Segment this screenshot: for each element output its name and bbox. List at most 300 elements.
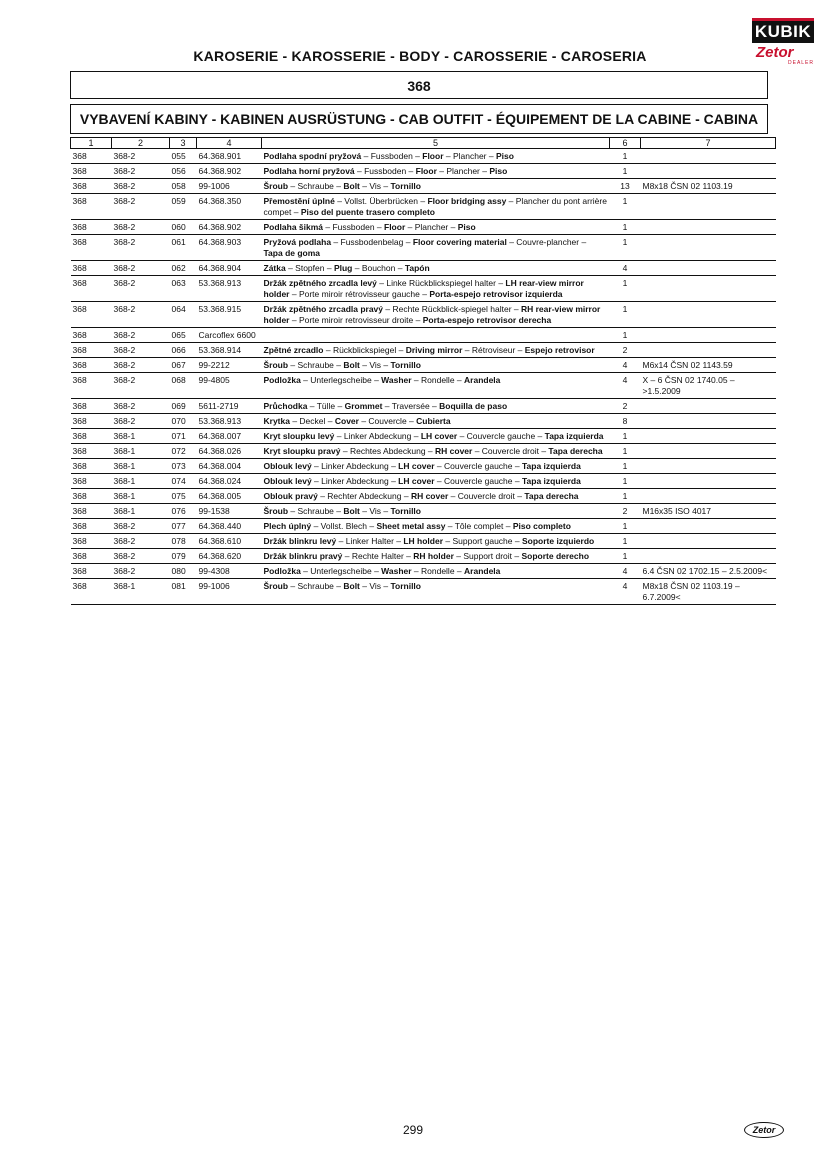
position-cell: 072 [170,444,197,459]
table-row [71,579,776,605]
description-en: Washer [381,566,412,576]
table-row [71,489,776,504]
description-es: Piso [489,166,508,176]
description-cz: Oblouk pravý [263,491,318,501]
table-row [71,474,776,489]
subgroup-cell: 368-1 [112,579,170,605]
table-row [71,399,776,414]
table-row [71,343,776,358]
position-cell: 056 [170,164,197,179]
part-number-cell: 64.368.902 [197,220,262,235]
description-en: Floor covering material [412,237,507,247]
description-es: Porta-espejo retrovisor izquierda [429,289,563,299]
subgroup-cell: 368-2 [112,399,170,414]
description-en: Bolt [343,181,360,191]
description-cz: Oblouk levý [263,476,312,486]
note-cell [641,519,776,534]
table-row [71,194,776,220]
description-cell: Šroub – Schraube – Bolt – Vis – Tornillo [262,579,610,605]
position-cell: 061 [170,235,197,261]
description-cell: Oblouk pravý – Rechter Abdeckung – RH cover – Couvercle droit – Tapa derecha [262,489,610,504]
description-de: Unterlegscheibe [310,375,372,385]
part-number-cell: 64.368.904 [197,261,262,276]
description-cell: Šroub – Schraube – Bolt – Vis – Tornillo [262,504,610,519]
position-cell: 080 [170,564,197,579]
column-header: 3 [170,138,197,149]
part-number-cell: 99-1006 [197,179,262,194]
part-number-cell: 64.368.902 [197,164,262,179]
quantity-cell: 4 [610,261,641,276]
table-row [71,179,776,194]
table-row [71,235,776,261]
part-number-cell: 64.368.610 [197,534,262,549]
description-cell: Oblouk levý – Linker Abdeckung – LH cover – Couvercle gauche – Tapa izquierda [262,474,610,489]
description-fr: Vis [369,506,381,516]
quantity-cell: 1 [610,489,641,504]
description-fr: Support droit [463,551,513,561]
part-number-cell: 64.368.440 [197,519,262,534]
note-cell: X – 6 ČSN 02 1740.05 – >1.5.2009 [641,373,776,399]
note-cell: M6x14 ČSN 02 1143.59 [641,358,776,373]
table-row [71,504,776,519]
position-cell: 078 [170,534,197,549]
description-en: LH cover [398,461,435,471]
description-de: Linker Halter [345,536,394,546]
subgroup-cell: 368-2 [112,220,170,235]
subgroup-cell: 368-2 [112,261,170,276]
description-de: Schraube [297,581,334,591]
page-title: KAROSERIE - KAROSSERIE - BODY - CAROSSERIE - CAROSERIA [193,48,647,64]
description-en: LH cover [398,476,435,486]
description-fr: Rétroviseur [471,345,516,355]
description-de: Deckel [299,416,326,426]
description-en: Washer [381,375,412,385]
quantity-cell: 4 [610,564,641,579]
description-de: Tülle [316,401,336,411]
description-cell: Kryt sloupku pravý – Rechtes Abdeckung – RH cover – Couvercle droit – Tapa derecha [262,444,610,459]
position-cell: 068 [170,373,197,399]
group-cell: 368 [71,358,112,373]
description-fr: Couvercle gauche [444,461,513,471]
description-cell: Plech úplný – Vollst. Blech – Sheet metal assy – Tôle complet – Piso completo [262,519,610,534]
description-cz: Krytka [263,416,290,426]
note-cell [641,149,776,164]
position-cell: 074 [170,474,197,489]
note-cell [641,444,776,459]
description-es: Tapa izquierda [521,476,581,486]
note-cell [641,343,776,358]
column-header: 4 [197,138,262,149]
quantity-cell: 4 [610,579,641,605]
description-en: RH holder [413,551,454,561]
quantity-cell: 1 [610,194,641,220]
part-number-cell: 64.368.004 [197,459,262,474]
description-es: Tornillo [390,181,421,191]
group-cell: 368 [71,373,112,399]
table-row [71,164,776,179]
part-number-cell: 64.368.350 [197,194,262,220]
description-cell: Průchodka – Tülle – Grommet – Traversée – Boquilla de paso [262,399,610,414]
description-de: Schraube [297,506,334,516]
table-row [71,534,776,549]
note-cell [641,534,776,549]
part-number-cell: 53.368.913 [197,276,262,302]
description-de: Stopfen [295,263,325,273]
note-cell: 6.4 ČSN 02 1702.15 – 2.5.2009< [641,564,776,579]
note-cell [641,328,776,343]
description-es: Tapa de goma [263,248,321,258]
quantity-cell: 1 [610,235,641,261]
description-en: Floor bridging assy [427,196,507,206]
description-cz: Průchodka [263,401,308,411]
description-en: RH cover [435,446,473,456]
description-cell: Kryt sloupku levý – Linker Abdeckung – LH cover – Couvercle gauche – Tapa izquierda [262,429,610,444]
description-de: Schraube [297,181,334,191]
note-cell [641,489,776,504]
subgroup-cell: 368-2 [112,519,170,534]
subgroup-cell: 368-2 [112,414,170,429]
description-en: Grommet [344,401,383,411]
table-row [71,149,776,164]
group-cell: 368 [71,343,112,358]
description-fr: Plancher [446,166,480,176]
description-es: Tornillo [390,581,421,591]
position-cell: 067 [170,358,197,373]
description-en: Bolt [343,360,360,370]
description-es: Tapa derecha [548,446,603,456]
part-number-cell: 53.368.914 [197,343,262,358]
description-es: Tapón [404,263,430,273]
note-cell: M16x35 ISO 4017 [641,504,776,519]
note-cell [641,429,776,444]
description-de: Fussboden [370,151,413,161]
position-cell: 081 [170,579,197,605]
description-fr: Couvercle droit [481,446,539,456]
description-de: Linker Abdeckung [343,431,412,441]
quantity-cell: 1 [610,429,641,444]
group-cell: 368 [71,579,112,605]
subgroup-cell: 368-2 [112,373,170,399]
description-cell: Šroub – Schraube – Bolt – Vis – Tornillo [262,358,610,373]
description-es: Piso [457,222,476,232]
description-en: Bolt [343,581,360,591]
description-cz: Šroub [263,581,289,591]
table-row [71,358,776,373]
quantity-cell: 1 [610,328,641,343]
quantity-cell: 2 [610,504,641,519]
description-de: Rückblickspiegel [332,345,397,355]
description-cell: Přemostění úplné – Vollst. Überbrücken – Floor bridging assy – Plancher du pont arrière compet – Piso del puente trasero completo [262,194,610,220]
part-number-cell: 64.368.005 [197,489,262,504]
position-cell: 071 [170,429,197,444]
description-fr: Vis [369,181,381,191]
part-number-cell: 64.368.903 [197,235,262,261]
group-cell: 368 [71,328,112,343]
description-cell: Zpětné zrcadlo – Rückblickspiegel – Driving mirror – Rétroviseur – Espejo retrovisor [262,343,610,358]
quantity-cell: 13 [610,179,641,194]
table-row [71,261,776,276]
description-cz: Oblouk levý [263,461,312,471]
position-cell: 055 [170,149,197,164]
quantity-cell: 1 [610,444,641,459]
part-number-cell: 53.368.913 [197,414,262,429]
subgroup-cell: 368-2 [112,164,170,179]
column-header: 7 [641,138,776,149]
description-es: Piso del puente trasero completo [300,207,435,217]
description-en: Sheet metal assy [376,521,446,531]
part-number-cell: 64.368.901 [197,149,262,164]
column-header: 6 [610,138,641,149]
description-de: Unterlegscheibe [310,566,372,576]
quantity-cell: 4 [610,373,641,399]
quantity-cell: 1 [610,534,641,549]
description-cell: Podložka – Unterlegscheibe – Washer – Rondelle – Arandela [262,564,610,579]
description-es: Tornillo [390,506,421,516]
group-cell: 368 [71,564,112,579]
description-en: RH cover [410,491,449,501]
part-number-cell: 64.368.007 [197,429,262,444]
subgroup-cell: 368-1 [112,444,170,459]
position-cell: 058 [170,179,197,194]
description-cz: Šroub [263,181,289,191]
part-number-cell: 99-1006 [197,579,262,605]
quantity-cell: 1 [610,220,641,235]
subgroup-cell: 368-1 [112,504,170,519]
description-cz: Zpětné zrcadlo [263,345,324,355]
description-es: Tornillo [390,360,421,370]
description-cz: Plech úplný [263,521,312,531]
position-cell: 075 [170,489,197,504]
description-fr: Plancher du pont arrière compet [263,196,607,217]
description-cell: Držák blinkru levý – Linker Halter – LH holder – Support gauche – Soporte izquierdo [262,534,610,549]
subgroup-cell: 368-2 [112,534,170,549]
group-cell: 368 [71,194,112,220]
quantity-cell: 1 [610,149,641,164]
description-fr: Couvercle gauche [466,431,536,441]
description-en: Cover [334,416,359,426]
part-number-cell: 53.368.915 [197,302,262,328]
description-cell: Zátka – Stopfen – Plug – Bouchon – Tapón [262,261,610,276]
table-row [71,429,776,444]
group-cell: 368 [71,149,112,164]
position-cell: 077 [170,519,197,534]
subgroup-cell: 368-2 [112,276,170,302]
description-de: Vollst. Überbrücken [344,196,418,206]
description-fr: Rondelle [421,566,455,576]
position-cell: 065 [170,328,197,343]
description-cell: Pryžová podlaha – Fussbodenbelag – Floor covering material – Couvre-plancher – Tapa de goma [262,235,610,261]
description-fr: Rondelle [421,375,455,385]
description-cell: Oblouk levý – Linker Abdeckung – LH cover – Couvercle gauche – Tapa izquierda [262,459,610,474]
description-de: Rechte Halter [351,551,404,561]
note-cell [641,399,776,414]
part-number-cell: 99-4805 [197,373,262,399]
description-cell: Podlaha horní pryžová – Fussboden – Floor – Plancher – Piso [262,164,610,179]
table-row [71,564,776,579]
parts-table-body [71,149,776,605]
description-en: Plug [333,263,353,273]
note-cell [641,194,776,220]
description-cell: Držák zpětného zrcadla pravý – Rechte Rückblick-spiegel halter – RH rear-view mirror holder – Porte miroir retrovisseur droite – Porta-espejo retrovisor derecha [262,302,610,328]
description-es: Arandela [464,566,501,576]
quantity-cell: 1 [610,549,641,564]
description-de: Rechter Abdeckung [327,491,402,501]
description-en: LH holder [403,536,444,546]
group-cell: 368 [71,276,112,302]
part-number-cell: 64.368.026 [197,444,262,459]
part-number-cell: 64.368.620 [197,549,262,564]
part-number-cell: 64.368.024 [197,474,262,489]
subgroup-cell: 368-1 [112,474,170,489]
description-cz: Podložka [263,566,301,576]
group-cell: 368 [71,302,112,328]
logo-tag: DEALER [788,60,815,66]
description-es: Boquilla de paso [439,401,508,411]
position-cell: 066 [170,343,197,358]
description-fr: Porte miroir rétrovisseur gauche [298,289,420,299]
note-cell [641,474,776,489]
description-es: Soporte derecho [521,551,590,561]
description-cz: Držák blinkru levý [263,536,337,546]
table-row [71,276,776,302]
description-fr: Couvercle gauche [444,476,513,486]
note-cell [641,261,776,276]
description-en: Driving mirror [405,345,463,355]
position-cell: 069 [170,399,197,414]
group-cell: 368 [71,179,112,194]
description-en: Floor [415,166,437,176]
description-es: Tapa izquierda [544,431,604,441]
description-cell: Držák zpětného zrcadla levý – Linke Rückblickspiegel halter – LH rear-view mirror holder – Porte miroir rétrovisseur gauche – Porta-espejo retrovisor izquierda [262,276,610,302]
subgroup-cell: 368-2 [112,149,170,164]
group-cell: 368 [71,489,112,504]
description-fr: Traversée [391,401,430,411]
description-es: Piso completo [512,521,571,531]
column-header: 2 [112,138,170,149]
description-cz: Šroub [263,506,289,516]
table-row [71,414,776,429]
description-en: RH rear-view mirror holder [263,304,601,325]
description-de: Schraube [297,360,334,370]
group-cell: 368 [71,474,112,489]
description-es: Cubierta [416,416,451,426]
description-cell: Podložka – Unterlegscheibe – Washer – Rondelle – Arandela [262,373,610,399]
description-fr: Plancher [452,151,487,161]
description-es: Porta-espejo retrovisor derecha [422,315,552,325]
description-cz: Podložka [263,375,301,385]
description-cz: Přemostění úplné [263,196,335,206]
subgroup-cell: 368-2 [112,549,170,564]
description-de: Rechte Rückblick-spiegel halter [392,304,512,314]
group-cell: 368 [71,549,112,564]
parts-table [70,137,776,605]
table-row [71,373,776,399]
description-de: Fussboden [332,222,375,232]
subgroup-cell: 368-2 [112,302,170,328]
quantity-cell: 1 [610,302,641,328]
description-de: Fussboden [364,166,407,176]
quantity-cell: 2 [610,343,641,358]
group-cell: 368 [71,220,112,235]
quantity-cell: 1 [610,164,641,179]
position-cell: 059 [170,194,197,220]
group-number: 368 [70,71,768,99]
note-cell [641,302,776,328]
position-cell: 063 [170,276,197,302]
description-cz: Kryt sloupku pravý [263,446,341,456]
description-cz: Zátka [263,263,286,273]
quantity-cell: 1 [610,519,641,534]
table-row [71,328,776,343]
description-de: Linker Abdeckung [321,476,389,486]
note-cell: M8x18 ČSN 02 1103.19 – 6.7.2009< [641,579,776,605]
description-en: Floor [384,222,406,232]
position-cell: 076 [170,504,197,519]
description-fr: Support gauche [452,536,513,546]
note-cell [641,235,776,261]
position-cell: 070 [170,414,197,429]
group-cell: 368 [71,534,112,549]
description-en: LH rear-view mirror holder [263,278,584,299]
note-cell [641,220,776,235]
description-fr: Couvre-plancher [516,237,580,247]
group-cell: 368 [71,261,112,276]
description-cz: Podlaha horní pryžová [263,166,355,176]
section-title: VYBAVENÍ KABINY - KABINEN AUSRÜSTUNG - CAB OUTFIT - ÉQUIPEMENT DE LA CABINE - CABINA [70,104,768,134]
description-cz: Držák zpětného zrcadla pravý [263,304,384,314]
subgroup-cell: 368-2 [112,328,170,343]
description-cell [262,328,610,343]
column-header: 5 [262,138,610,149]
description-de: Fussbodenbelag [340,237,404,247]
note-cell [641,459,776,474]
quantity-cell: 2 [610,399,641,414]
subgroup-cell: 368-2 [112,194,170,220]
description-de: Vollst. Blech [320,521,367,531]
subgroup-cell: 368-2 [112,358,170,373]
note-cell [641,276,776,302]
description-cell: Šroub – Schraube – Bolt – Vis – Tornillo [262,179,610,194]
note-cell [641,414,776,429]
group-cell: 368 [71,519,112,534]
description-cz: Podlaha šikmá [263,222,324,232]
part-number-cell: 5611-2719 [197,399,262,414]
description-en: Bolt [343,506,360,516]
description-cz: Držák blinkru pravý [263,551,343,561]
description-fr: Bouchon [361,263,396,273]
description-cz: Držák zpětného zrcadla levý [263,278,377,288]
column-header-row [71,138,776,149]
logo-maker: Zetor [756,44,794,61]
subgroup-cell: 368-1 [112,459,170,474]
quantity-cell: 1 [610,276,641,302]
description-cell: Krytka – Deckel – Cover – Couvercle – Cubierta [262,414,610,429]
logo-brand: KUBIK [752,18,814,43]
note-cell [641,549,776,564]
quantity-cell: 1 [610,459,641,474]
page-number: 299 [402,1123,424,1137]
note-cell [641,164,776,179]
description-cell: Podlaha spodní pryžová – Fussboden – Floor – Plancher – Piso [262,149,610,164]
group-cell: 368 [71,164,112,179]
subgroup-cell: 368-2 [112,343,170,358]
group-cell: 368 [71,414,112,429]
description-fr: Vis [369,360,381,370]
description-es: Arandela [464,375,501,385]
subgroup-cell: 368-2 [112,235,170,261]
description-es: Tapa derecha [524,491,579,501]
table-row [71,220,776,235]
